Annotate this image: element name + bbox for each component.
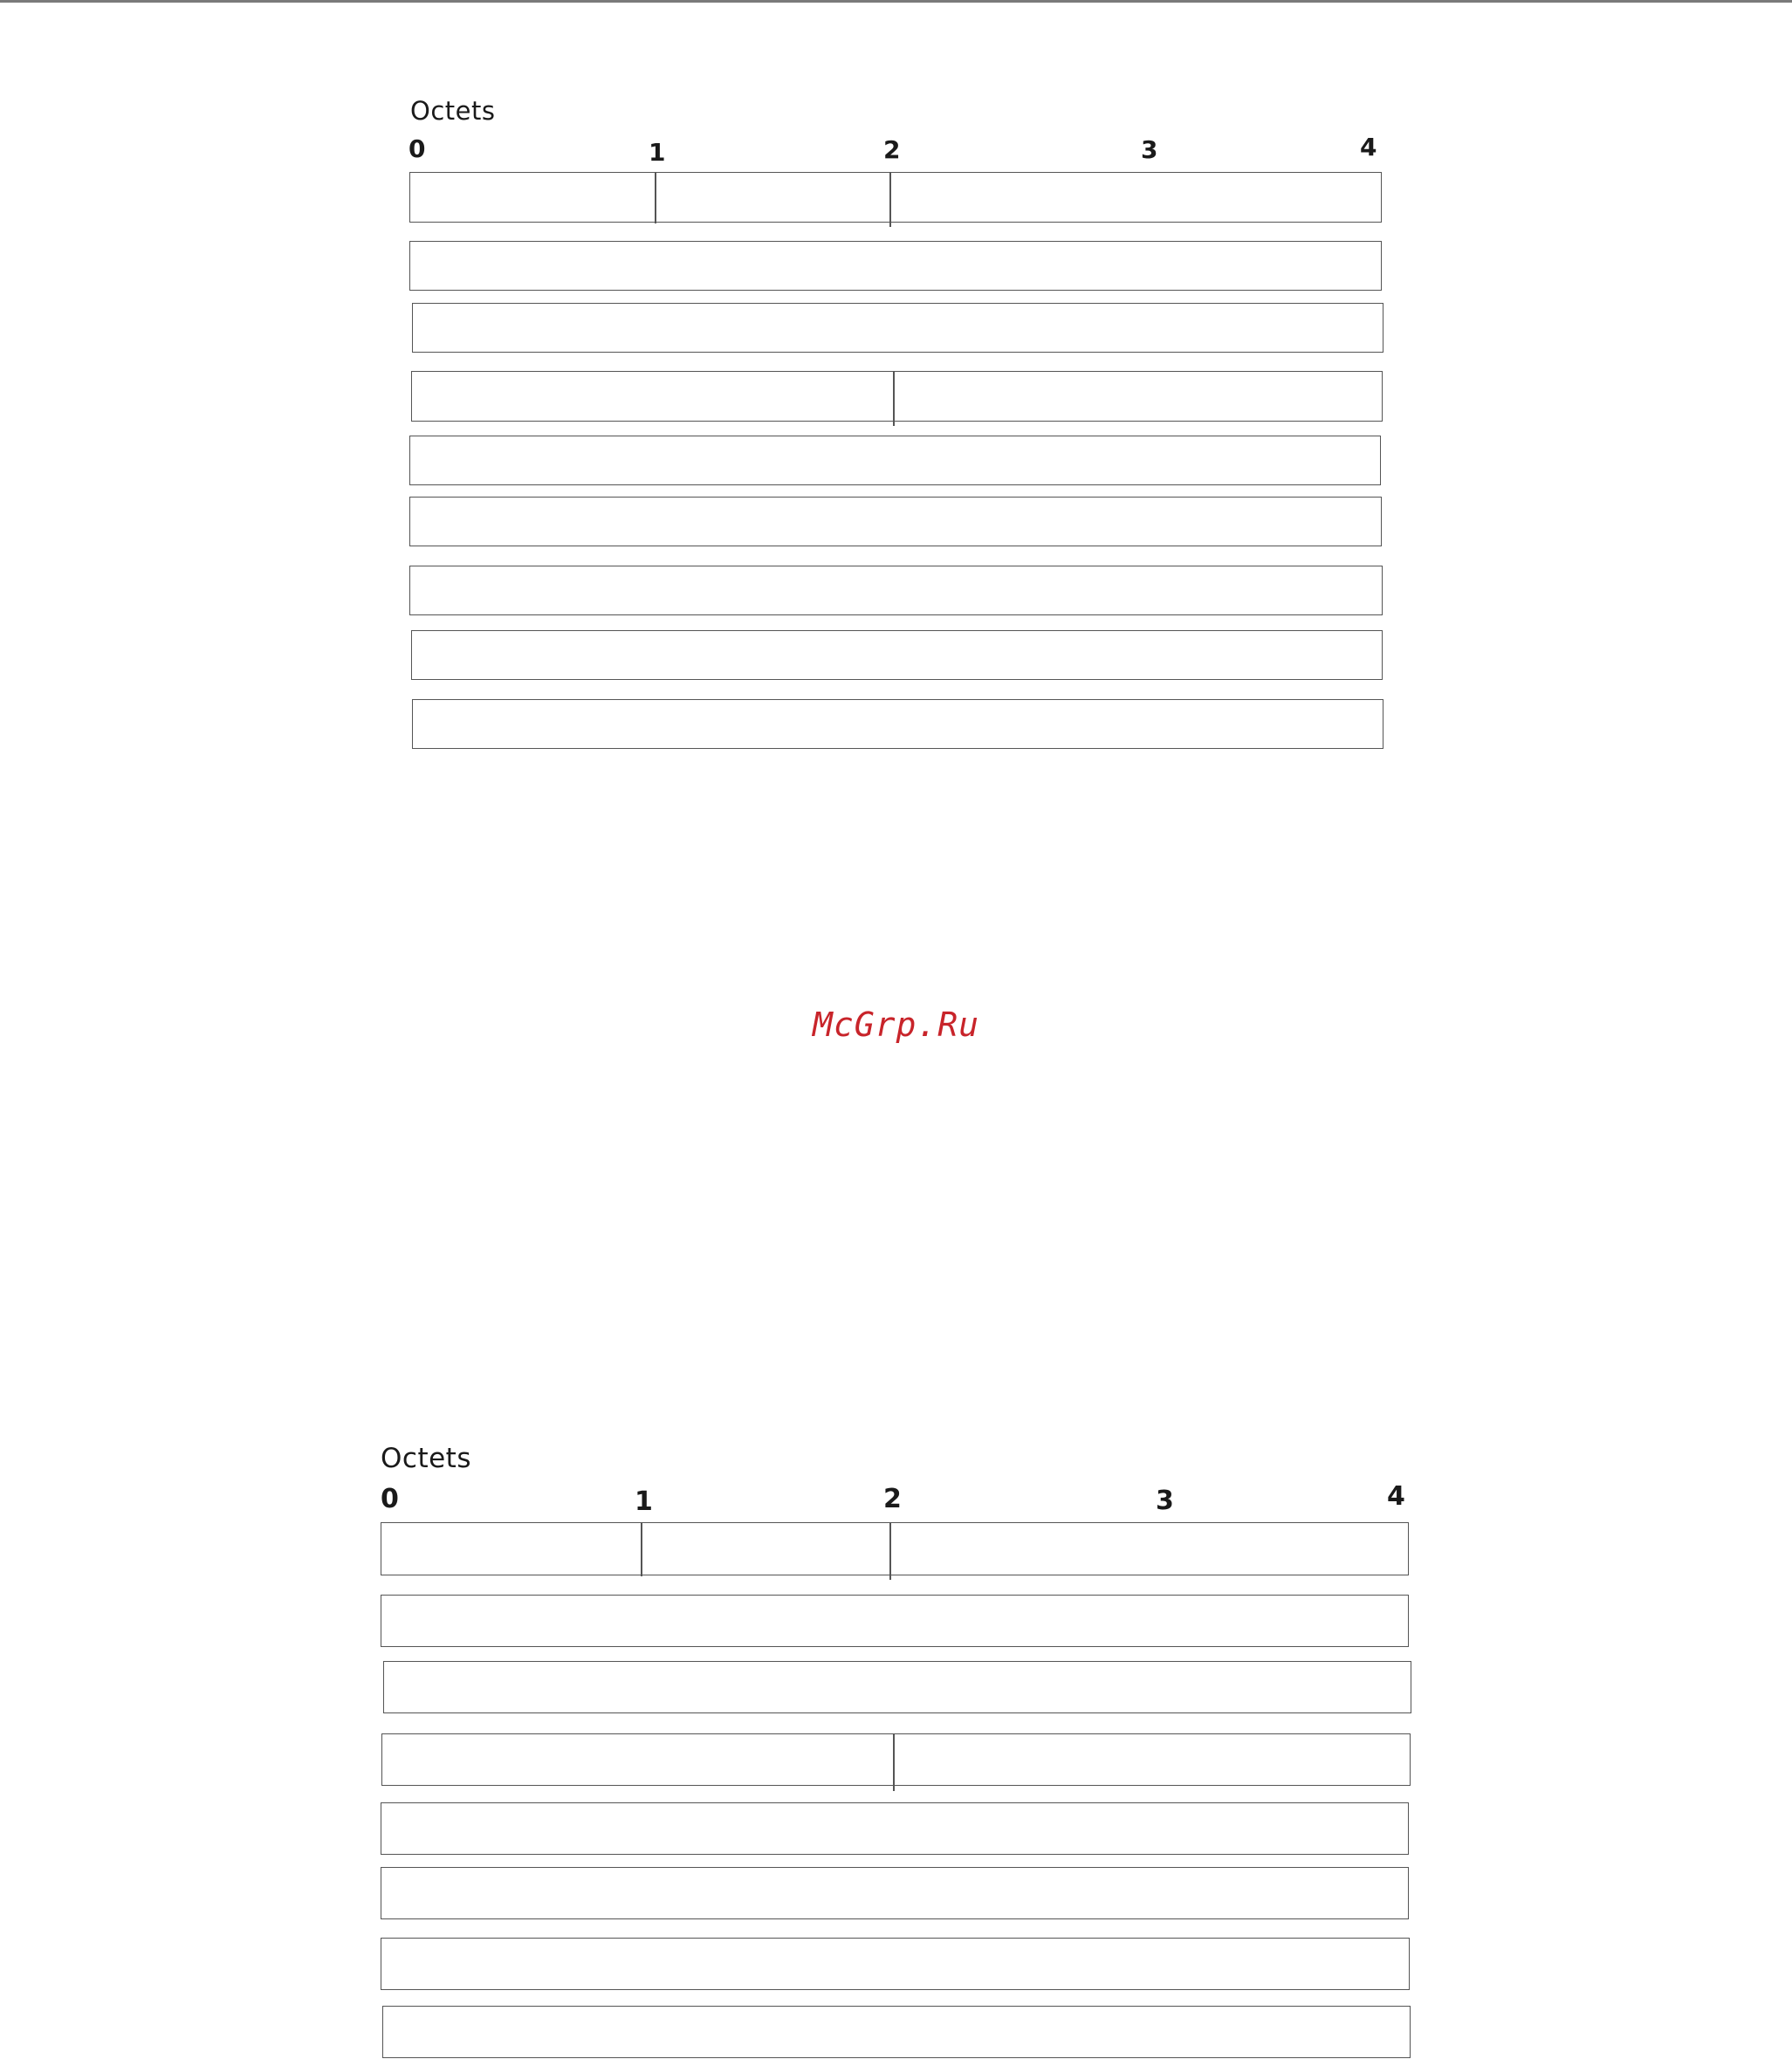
field-row [381, 1595, 1409, 1647]
field-row [381, 1522, 1409, 1575]
octet-tick-4: 4 [1387, 1481, 1405, 1512]
field-row [383, 1661, 1411, 1713]
field-divider [641, 1523, 642, 1576]
field-divider [889, 1523, 891, 1580]
octet-tick-1: 1 [635, 1486, 653, 1517]
field-row [381, 1938, 1410, 1990]
octet-tick-3: 3 [1141, 135, 1158, 164]
field-divider [893, 1734, 895, 1791]
field-row [381, 1802, 1409, 1855]
octet-tick-3: 3 [1156, 1486, 1174, 1516]
watermark-text: McGrp.Ru [812, 1005, 980, 1044]
octet-tick-2: 2 [883, 1484, 902, 1514]
field-row [381, 1733, 1411, 1786]
octet-tick-1: 1 [649, 138, 666, 167]
octets-label: Octets [381, 1443, 471, 1474]
octet-tick-0: 0 [381, 1484, 399, 1514]
octet-tick-0: 0 [409, 134, 426, 163]
octet-tick-2: 2 [883, 135, 901, 164]
octets-label: Octets [410, 96, 496, 126]
octet-tick-4: 4 [1360, 133, 1377, 161]
field-row [382, 2006, 1411, 2058]
field-row [381, 1867, 1409, 1919]
